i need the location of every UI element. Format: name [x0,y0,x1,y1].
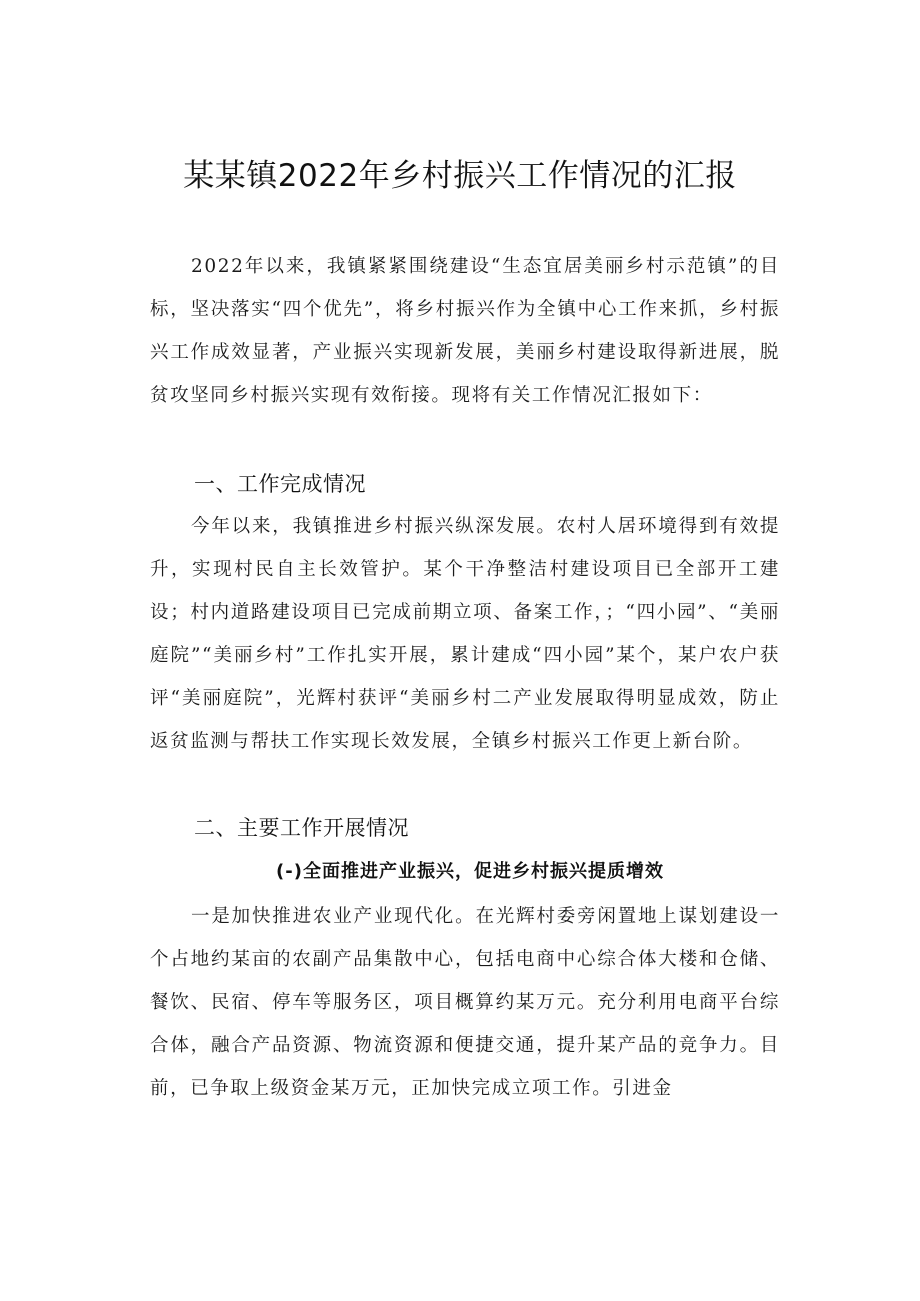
section-heading-work-completion: 一、工作完成情况 [194,472,366,496]
section-paragraph-industry: 一是加快推进农业产业现代化。在光辉村委旁闲置地上谋划建设一个占地约某亩的农副产品集散中心，包括电商中心综合体大楼和仓储、餐饮、民宿、停车等服务区，项目概算约某万元。充分利用电商平台综合体，融合产品资源、物流资源和便捷交通，提升某产品的竞争力。目前，已争取上级资金某万元，正加快完成立项工作。引进金 [150,906,780,1099]
intro-paragraph: 2022年以来，我镇紧紧围绕建设“生态宜居美丽乡村示范镇”的目标，坚决落实“四个优先”，将乡村振兴作为全镇中心工作来抓，乡村振兴工作成效显著，产业振兴实现新发展，美丽乡村建设取得新进展，脱贫攻坚同乡村振兴实现有效衔接。现将有关工作情况汇报如下： [150,256,780,406]
document-title: 某某镇2022年乡村振兴工作情况的汇报 [183,158,737,194]
section-paragraph-work-completion: 今年以来，我镇推进乡村振兴纵深发展。农村人居环境得到有效提升，实现村民自主长效管护。某个干净整洁村建设项目已全部开工建设；村内道路建设项目已完成前期立项、备案工作，；“四小园”、“美丽庭院”“美丽乡村”工作扎实开展，累计建成“四小园”某个，某户农户获评“美丽庭院”，光辉村获评“美丽乡村二产业发展取得明显成效，防止返贫监测与帮扶工作实现长效发展，全镇乡村振兴工作更上新台阶。 [150,516,780,752]
section-heading-main-work: 二、主要工作开展情况 [194,816,409,840]
subsection-heading-industry: (-)全面推进产业振兴，促进乡村振兴提质增效 [276,861,664,882]
